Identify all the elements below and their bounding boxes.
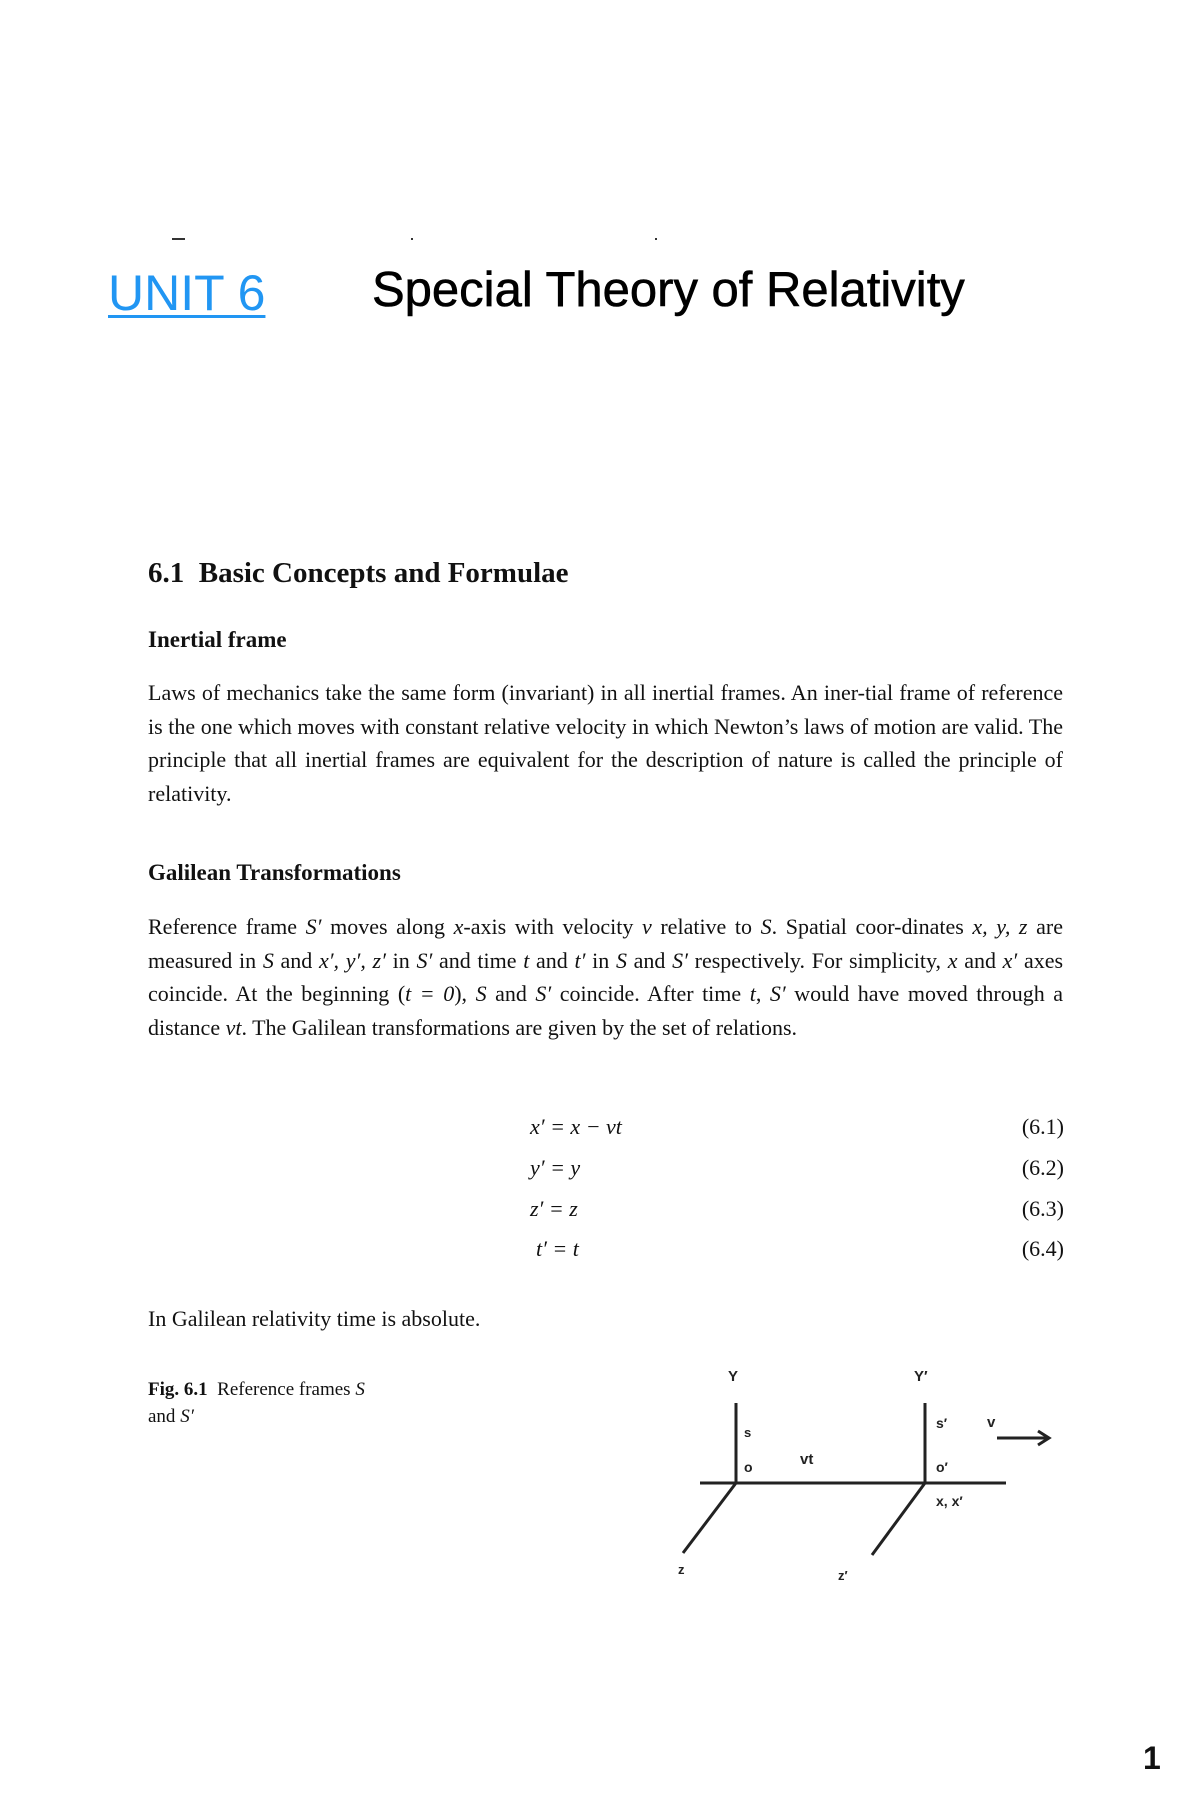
header-mark-dash bbox=[172, 238, 185, 240]
figure-caption: Fig. 6.1 Reference frames S and S′ bbox=[148, 1379, 365, 1427]
z-prime-axis-line bbox=[872, 1483, 925, 1555]
page-number: 1 bbox=[1143, 1740, 1161, 1776]
label-Y-prime: Y′ bbox=[914, 1368, 928, 1385]
equation-expression: z′ = z bbox=[530, 1196, 578, 1221]
equation-expression: x′ = x − vt bbox=[530, 1114, 622, 1139]
paragraph-inertial-frame: Laws of mechanics take the same form (invariant) in all inertial frames. An iner-tial frame of reference is the one which moves with constant relative velocity in which Newton’s laws of motion are valid. The principle that all inertial frames are equivalent for the description of nature is called the principle of relativity. bbox=[148, 680, 1063, 806]
label-v: v bbox=[987, 1414, 996, 1431]
equation-expression: y′ = y bbox=[530, 1155, 581, 1180]
label-z: z bbox=[678, 1562, 685, 1577]
label-o-prime: o′ bbox=[936, 1459, 948, 1475]
header-mark-dot bbox=[655, 238, 657, 240]
label-s: s bbox=[744, 1425, 752, 1440]
equation-row bbox=[530, 1114, 1064, 1144]
figure-label: Fig. 6.1 bbox=[148, 1379, 208, 1400]
label-o: o bbox=[744, 1459, 753, 1475]
label-z-prime: z′ bbox=[838, 1568, 848, 1583]
header-mark-dot bbox=[411, 238, 413, 240]
equation-row bbox=[530, 1196, 1064, 1226]
reference-frames-diagram bbox=[678, 1360, 1090, 1630]
unit-label-link[interactable]: UNIT 6 bbox=[108, 265, 266, 321]
label-vt: vt bbox=[800, 1451, 814, 1468]
equation-row bbox=[530, 1236, 1064, 1266]
equation-number: (6.3) bbox=[1021, 1196, 1064, 1221]
label-Y: Y bbox=[728, 1368, 739, 1385]
subheading-inertial-frame: Inertial frame bbox=[148, 627, 287, 652]
chapter-title: Special Theory of Relativity bbox=[372, 263, 965, 317]
subheading-galilean-transformations: Galilean Transformations bbox=[148, 860, 401, 885]
label-s-prime: s′ bbox=[936, 1415, 948, 1431]
section-heading: 6.1 Basic Concepts and Formulae bbox=[148, 557, 569, 589]
equation-number: (6.4) bbox=[1021, 1236, 1064, 1261]
paragraph-time-absolute: In Galilean relativity time is absolute. bbox=[148, 1306, 481, 1331]
paragraph-galilean: Reference frame S′ moves along x-axis with velocity v relative to S. Spatial coor-dinates x, y, z are measured in S and x′, y′, z′ in S′ and time t and t′ in S and S′ respectively. For simplicity, x and x′ axes coincide. At the beginning (t = 0), S and S′ coincide. After time t, S′ would have moved through a distance vt. The Galilean transformations are given by the set of relations. bbox=[148, 914, 1064, 1040]
equation-row bbox=[530, 1155, 1064, 1185]
equation-number: (6.1) bbox=[1021, 1114, 1064, 1139]
label-x-xprime: x, x′ bbox=[936, 1493, 963, 1509]
z-axis-line bbox=[683, 1483, 736, 1553]
equation-expression: t′ = t bbox=[536, 1236, 579, 1261]
equation-number: (6.2) bbox=[1021, 1155, 1064, 1180]
